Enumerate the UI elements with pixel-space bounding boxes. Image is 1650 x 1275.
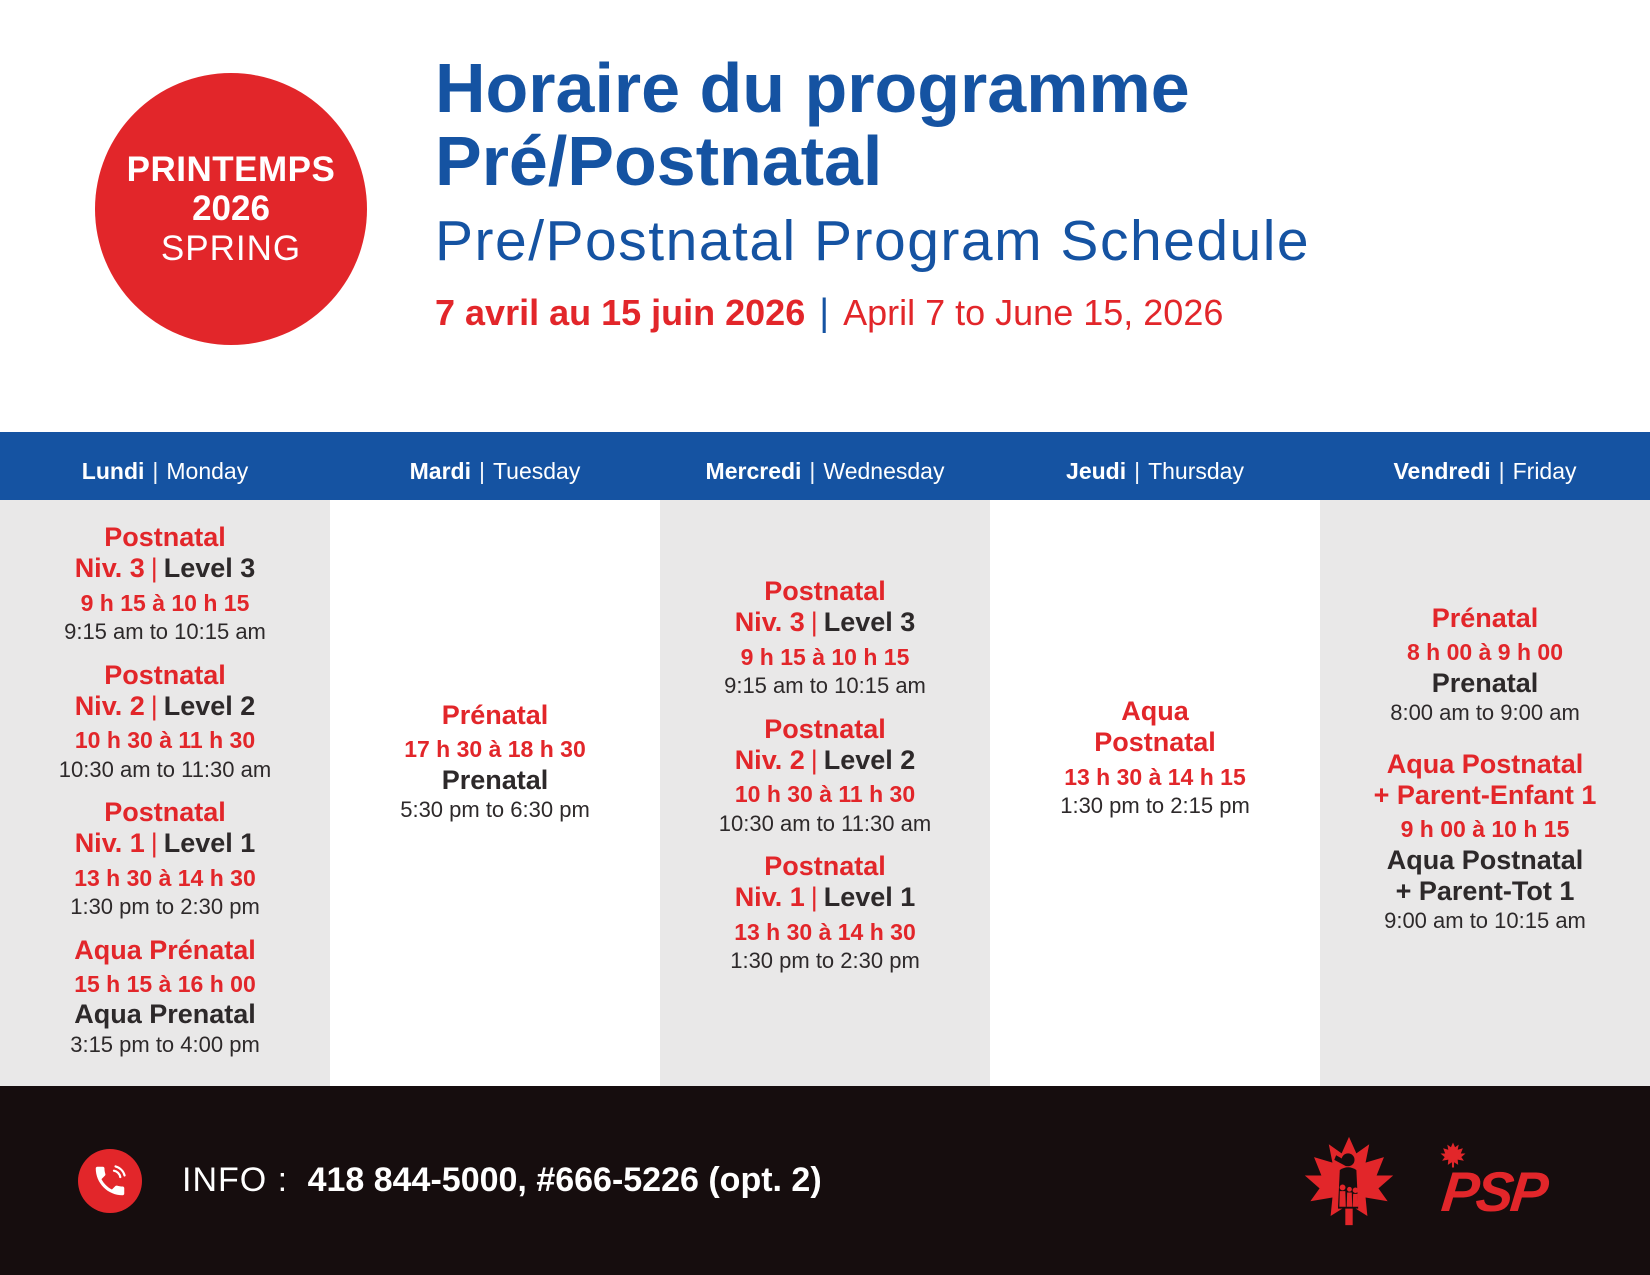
session-time-fr: 15 h 15 à 16 h 00	[74, 971, 256, 997]
session-aqua-postnatal-parent	[1320, 749, 1650, 935]
session-level-line	[660, 882, 990, 913]
date-range	[435, 292, 1310, 335]
info-phone-number: 418 844-5000, #666-5226 (opt. 2)	[307, 1161, 822, 1199]
day-header-wednesday	[660, 432, 990, 500]
day-en-label: Friday	[1512, 457, 1577, 484]
level-en: Level 3	[823, 607, 916, 638]
session-title-fr: Postnatal	[104, 797, 226, 828]
session-level-line	[660, 745, 990, 776]
session-title-en: Prenatal	[441, 764, 549, 795]
session-time-en: 9:15 am to 10:15 am	[724, 673, 926, 699]
psp-logo-text: PSP	[1438, 1159, 1549, 1223]
session-title-fr: Aqua	[1121, 696, 1189, 726]
session-title-fr: Prénatal	[1431, 603, 1539, 633]
session-title-fr: Postnatal	[1094, 727, 1216, 758]
session-title-fr: + Parent-Enfant 1	[1373, 779, 1597, 810]
day-fr-label: Lundi	[81, 457, 145, 484]
session-title-fr: Postnatal	[104, 522, 226, 552]
level-en: Level 2	[163, 690, 256, 721]
session-title-en: Prenatal	[1431, 667, 1539, 698]
page-title-en: Pre/Postnatal Program Schedule	[435, 208, 1311, 273]
session-title-en: + Parent-Tot 1	[1395, 875, 1575, 906]
session-level-line	[0, 691, 330, 722]
session-postnatal-level1	[660, 851, 990, 975]
day-header-monday	[0, 432, 330, 500]
day-fr-label: Mardi	[409, 457, 471, 484]
session-time-fr: 13 h 30 à 14 h 30	[734, 918, 916, 945]
level-separator: |	[810, 607, 818, 638]
session-title-fr: Postnatal	[764, 851, 886, 882]
session-time-en: 1:30 pm to 2:15 pm	[1060, 793, 1250, 819]
session-time-fr: 8 h 00 à 9 h 00	[1407, 639, 1563, 666]
day-fr-label: Vendredi	[1393, 457, 1491, 484]
session-level-line	[660, 607, 990, 638]
level-separator: |	[150, 553, 158, 584]
session-title-fr: Postnatal	[764, 576, 886, 606]
session-prenatal	[330, 700, 660, 824]
day-separator: |	[809, 457, 816, 484]
column-wednesday	[660, 500, 990, 1086]
session-postnatal-level1	[0, 797, 330, 921]
session-aqua-postnatal	[990, 696, 1320, 820]
day-en-label: Tuesday	[492, 457, 581, 484]
session-time-en: 9:00 am to 10:15 am	[1384, 908, 1586, 934]
session-time-en: 10:30 am to 11:30 am	[58, 756, 272, 782]
level-en: Level 2	[823, 744, 916, 775]
footer-logos	[1298, 1135, 1562, 1227]
session-time-fr: 9 h 00 à 10 h 15	[1400, 816, 1570, 843]
session-postnatal-level3	[660, 576, 990, 700]
day-separator: |	[478, 457, 485, 484]
session-aqua-prenatal	[0, 935, 330, 1059]
date-range-en: April 7 to June 15, 2026	[843, 291, 1224, 333]
session-time-en: 1:30 pm to 2:30 pm	[70, 894, 260, 920]
session-time-en: 5:30 pm to 6:30 pm	[400, 797, 590, 823]
session-time-fr: 10 h 30 à 11 h 30	[734, 781, 916, 808]
psp-logo	[1438, 1142, 1562, 1223]
session-postnatal-level3	[0, 522, 330, 646]
day-separator: |	[152, 457, 159, 484]
day-en-label: Thursday	[1148, 457, 1244, 484]
day-header-bar	[0, 432, 1650, 500]
level-fr: Niv. 3	[74, 553, 145, 584]
schedule-grid	[0, 500, 1650, 1086]
session-time-fr: 17 h 30 à 18 h 30	[404, 736, 586, 763]
session-title-fr: Postnatal	[764, 713, 886, 744]
date-range-fr: 7 avril au 15 juin 2026	[435, 291, 806, 333]
level-separator: |	[150, 690, 158, 721]
day-separator: |	[1134, 457, 1141, 484]
session-time-en: 3:15 pm to 4:00 pm	[70, 1031, 260, 1057]
day-en-label: Wednesday	[823, 457, 945, 484]
badge-season-en: SPRING	[160, 228, 302, 268]
badge-season-fr: PRINTEMPS	[126, 150, 336, 190]
level-fr: Niv. 2	[74, 690, 145, 721]
level-fr: Niv. 3	[734, 607, 805, 638]
session-level-line	[0, 553, 330, 584]
session-time-fr: 10 h 30 à 11 h 30	[74, 727, 256, 754]
header-section	[0, 0, 1650, 432]
session-prenatal	[1320, 603, 1650, 727]
day-header-friday	[1320, 432, 1650, 500]
session-postnatal-level2	[660, 714, 990, 838]
session-time-fr: 9 h 15 à 10 h 15	[740, 643, 910, 670]
session-title-fr: Prénatal	[441, 700, 549, 730]
session-title-en: Aqua Postnatal	[1386, 844, 1584, 875]
day-fr-label: Mercredi	[705, 457, 802, 484]
maple-leaf-family-logo	[1298, 1135, 1400, 1227]
page-title-fr-line2: Pré/Postnatal	[435, 121, 883, 200]
level-fr: Niv. 1	[734, 882, 805, 913]
session-time-en: 1:30 pm to 2:30 pm	[730, 948, 920, 974]
day-header-tuesday	[330, 432, 660, 500]
column-tuesday	[330, 500, 660, 1086]
session-time-en: 10:30 am to 11:30 am	[718, 810, 932, 836]
badge-year: 2026	[192, 189, 270, 229]
session-time-fr: 13 h 30 à 14 h 15	[1064, 763, 1246, 790]
day-en-label: Monday	[166, 457, 249, 484]
day-separator: |	[1498, 457, 1505, 484]
level-separator: |	[810, 744, 818, 775]
page-title-fr-line1: Horaire du programme	[435, 49, 1190, 127]
session-time-en: 9:15 am to 10:15 am	[64, 619, 266, 645]
session-time-fr: 13 h 30 à 14 h 30	[74, 864, 256, 891]
level-fr: Niv. 1	[74, 828, 145, 859]
session-postnatal-level2	[0, 660, 330, 784]
info-text	[182, 1161, 822, 1200]
date-separator: |	[819, 291, 830, 334]
season-badge	[95, 73, 367, 345]
level-separator: |	[150, 828, 158, 859]
footer-bar	[0, 1086, 1650, 1275]
session-time-en: 8:00 am to 9:00 am	[1390, 700, 1580, 726]
session-title-fr: Postnatal	[104, 659, 226, 690]
level-fr: Niv. 2	[734, 744, 805, 775]
session-title-fr: Aqua Prénatal	[74, 934, 256, 965]
day-header-thursday	[990, 432, 1320, 500]
header-text	[435, 49, 1311, 335]
column-monday	[0, 500, 330, 1086]
level-separator: |	[810, 882, 818, 913]
phone-badge	[78, 1149, 142, 1213]
column-thursday	[990, 500, 1320, 1086]
session-level-line	[0, 828, 330, 859]
level-en: Level 1	[823, 882, 916, 913]
info-label: INFO :	[182, 1161, 289, 1199]
level-en: Level 1	[163, 828, 256, 859]
phone-handset-icon	[91, 1162, 129, 1200]
column-friday	[1320, 500, 1650, 1086]
session-title-fr: Aqua Postnatal	[1386, 748, 1584, 779]
day-fr-label: Jeudi	[1066, 457, 1127, 484]
session-title-en: Aqua Prenatal	[74, 999, 256, 1030]
session-time-fr: 9 h 15 à 10 h 15	[80, 589, 250, 616]
level-en: Level 3	[163, 553, 256, 584]
